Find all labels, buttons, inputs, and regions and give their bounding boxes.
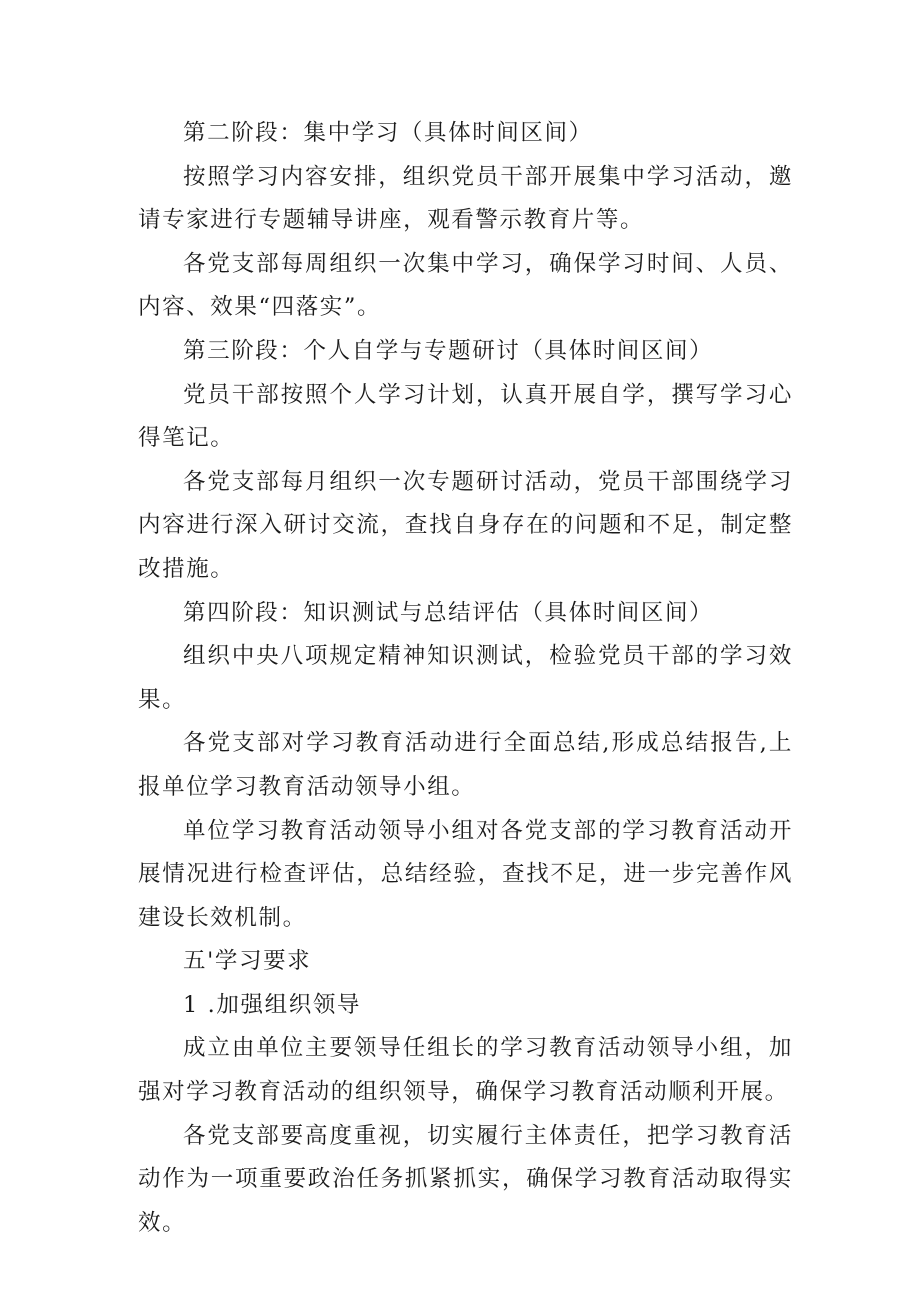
- paragraph: 组织中央八项规定精神知识测试，检验党员干部的学习效果。: [138, 643, 793, 713]
- stage-four-heading: 第四阶段：知识测试与总结评估（具体时间区间）: [183, 599, 714, 626]
- subsection-heading: 1 .加强组织领导: [183, 991, 362, 1018]
- paragraph: 单位学习教育活动领导小组对各党支部的学习教育活动开展情况进行检查评估，总结经验，查找不足，进一步完善作风建设长效机制。: [138, 817, 793, 931]
- paragraph: 按照学习内容安排，组织党员干部开展集中学习活动，邀请专家进行专题辅导讲座，观看警示教育片等。: [138, 163, 793, 234]
- paragraph: 各党支部每周组织一次集中学习，确保学习时间、人员、内容、效果“四落实”。: [138, 250, 793, 321]
- document-body: [138, 112, 793, 1245]
- stage-two-heading: 第二阶段：集中学习（具体时间区间）: [183, 120, 593, 146]
- paragraph: 各党支部每月组织一次专题研讨活动，党员干部围绕学习内容进行深入研讨交流，查找自身存在的问题和不足，制定整改措施。: [138, 468, 793, 582]
- paragraph: 党员干部按照个人学习计划，认真开展自学，撰写学习心得笔记。: [138, 381, 793, 452]
- section-five-heading: 五'学习要求: [183, 948, 312, 975]
- paragraph: 各党支部要高度重视，切实履行主体责任，把学习教育活动作为一项重要政治任务抓紧抓实，确保学习教育活动取得实效。: [138, 1122, 793, 1236]
- paragraph: 各党支部对学习教育活动进行全面总结,形成总结报告,上报单位学习教育活动领导小组。: [138, 730, 793, 800]
- stage-three-heading: 第三阶段：个人自学与专题研讨（具体时间区间）: [183, 337, 714, 364]
- paragraph: 成立由单位主要领导任组长的学习教育活动领导小组，加强对学习教育活动的组织领导，确保学习教育活动顺利开展。: [138, 1035, 793, 1106]
